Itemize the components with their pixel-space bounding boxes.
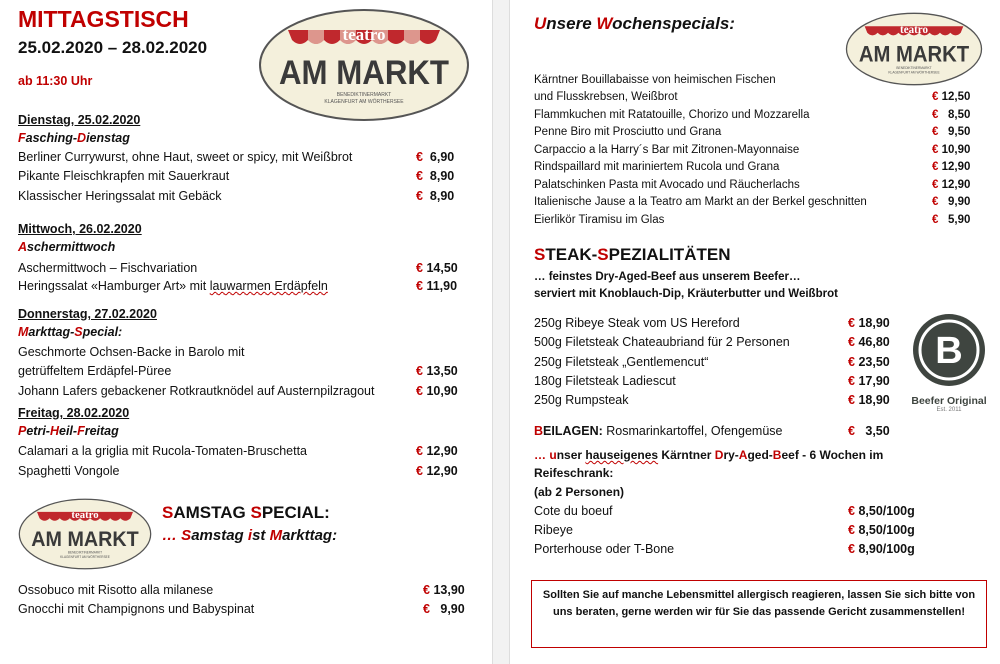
steak-item-name: 500g Filetsteak Chateaubriand für 2 Personen [534,335,790,349]
special-item-name: Kärntner Bouillabaisse von heimischen Fischen [534,74,776,86]
special-item-price: € 12,90 [932,161,971,173]
svg-text:KLAGENFURT AM WÖRTHERSEE: KLAGENFURT AM WÖRTHERSEE [888,70,940,75]
steak-item-name: 250g Filetsteak „Gentlemencut“ [534,355,709,369]
special-item-name: Penne Biro mit Prosciutto und Grana [534,126,722,138]
teatro-logo-graphic [258,8,470,122]
beefer-logo-graphic [906,312,992,388]
dry-aged-note: (ab 2 Personen) [534,485,625,499]
dry-item-name: Ribeye [534,523,573,537]
menu-item-name: Klassischer Heringssalat mit Gebäck [18,189,222,203]
steak-item-name: 250g Rumpsteak [534,393,629,407]
beefer-est: Est. 2011 [936,407,962,413]
sides-price: € 3,50 [848,424,890,438]
steak-item-name: 250g Ribeye Steak vom US Hereford [534,316,740,330]
dry-item-name: Porterhouse oder T-Bone [534,542,675,556]
menu-item-name: Heringssalat «Hamburger Art» mit lauwarmen Erdäpfeln [18,279,328,293]
allergy-notice: Sollten Sie auf manche Lebensmittel allergisch reagieren, lassen Sie sich bitte von uns beraten, gerne werden wir für Sie das passende Gericht zusammenstellen! [531,580,987,648]
beefer-logo [906,312,992,413]
menu-item-price: € 6,90 [416,150,455,164]
dry-aged-title-2: Reifeschrank: [534,466,614,480]
steak-item-price: € 18,90 [848,393,890,407]
menu-item-price: € 12,90 [416,444,458,458]
steak-item-price: € 46,80 [848,335,890,349]
special-item-price: € 12,90 [932,179,971,191]
svg-text:B: B [935,330,963,372]
menu-item-name: Calamari a la griglia mit Rucola-Tomaten-Bruschetta [18,444,308,458]
day-theme-wednesday: Aschermittwoch [18,240,116,254]
teatro-logo-small-graphic [18,498,152,570]
special-item-price: € 12,50 [932,91,971,103]
svg-text:BENEDIKTINERMARKT: BENEDIKTINERMARKT [896,66,932,71]
opening-time: ab 11:30 Uhr [18,74,93,88]
dry-item-name: Cote du boeuf [534,504,613,518]
left-page [0,0,492,664]
svg-text:AM MARKT: AM MARKT [858,41,970,67]
menu-item-name: Ossobuco mit Risotto alla milanese [18,583,214,597]
date-range: 25.02.2020 – 28.02.2020 [18,38,208,57]
teatro-logo-small [18,498,152,570]
special-item-price: € 9,50 [932,126,971,138]
svg-text:BENEDIKTINERMARKT: BENEDIKTINERMARKT [336,92,392,98]
svg-text:teatro: teatro [342,25,386,44]
special-item-name: Italienische Jause a la Teatro am Markt an der Berkel geschnitten [534,196,867,208]
special-item-name: Eierlikör Tiramisu im Glas [534,214,665,226]
day-heading-thursday: Donnerstag, 27.02.2020 [18,307,157,321]
day-theme-friday: Petri-Heil-Freitag [18,424,119,438]
saturday-subtitle: … Samstag ist Markttag: [162,527,338,544]
steak-title: STEAK-SPEZIALITÄTEN [534,245,731,264]
menu-item-name: Geschmorte Ochsen-Backe in Barolo mit [18,345,245,359]
menu-item-price: € 8,90 [416,169,455,183]
page-gutter [492,0,510,664]
sides-line: BEILAGEN: Rosmarinkartoffel, Ofengemüse [534,424,783,438]
day-heading-tuesday: Dienstag, 25.02.2020 [18,113,141,127]
day-theme-tuesday: Fasching-Dienstag [18,131,130,145]
special-item-price: € 8,50 [932,109,971,121]
menu-item-name-cont: getrüffeltem Erdäpfel-Püree [18,364,172,378]
special-item-name: Flammkuchen mit Ratatouille, Chorizo und Mozzarella [534,109,810,121]
steak-subtitle: … feinstes Dry-Aged-Beef aus unserem Beefer… [534,271,801,283]
day-heading-friday: Freitag, 28.02.2020 [18,406,130,420]
menu-item-price: € 10,90 [416,384,458,398]
menu-item-price: € 8,90 [416,189,455,203]
menu-item-price: € 13,90 [423,583,465,597]
menu-item-price: € 13,50 [416,364,458,378]
svg-text:AM MARKT: AM MARKT [31,527,139,551]
menu-item-price: € 11,90 [416,279,458,293]
steak-item-price: € 17,90 [848,374,890,388]
steak-item-name: 180g Filetsteak Ladiescut [534,374,676,388]
menu-item-name: Berliner Currywurst, ohne Haut, sweet or spicy, mit Weißbrot [18,150,353,164]
teatro-logo-right [844,12,984,86]
special-item-price: € 9,90 [932,196,971,208]
menu-item-price: € 14,50 [416,261,458,275]
menu-item-name: Pikante Fleischkrapfen mit Sauerkraut [18,169,230,183]
steak-item-price: € 18,90 [848,316,890,330]
svg-text:AM MARKT: AM MARKT [279,54,450,92]
day-theme-thursday: Markttag-Special: [18,325,123,339]
teatro-logo [258,8,470,122]
special-item-price: € 5,90 [932,214,971,226]
dry-item-price: € 8,50/100g [848,523,915,537]
menu-item-price: € 12,90 [416,464,458,478]
special-item-name-cont: und Flusskrebsen, Weißbrot [534,91,678,103]
beefer-name: Beefer Original [911,395,987,407]
special-item-price: € 10,90 [932,144,971,156]
steak-subtitle-2: serviert mit Knoblauch-Dip, Kräuterbutter und Weißbrot [534,288,838,300]
teatro-logo-right-graphic [844,12,984,86]
menu-item-name: Spaghetti Vongole [18,464,120,478]
saturday-title: SAMSTAG SPECIAL: [162,503,330,522]
svg-text:teatro: teatro [900,23,928,36]
menu-title: MITTAGSTISCH [18,6,189,32]
special-item-name: Rindspaillard mit mariniertem Rucola und Grana [534,161,780,173]
right-page [510,0,1000,664]
svg-text:BENEDIKTINERMARKT: BENEDIKTINERMARKT [67,550,103,555]
dry-aged-title: … unser hauseigenes Kärntner Dry-Aged-Beef - 6 Wochen im [534,448,884,462]
svg-text:KLAGENFURT AM WÖRTHERSEE: KLAGENFURT AM WÖRTHERSEE [60,555,110,559]
special-item-name: Carpaccio a la Harry´s Bar mit Zitronen-Mayonnaise [534,144,800,156]
menu-item-name: Aschermittwoch – Fischvariation [18,261,198,275]
specials-title: Unsere Wochenspecials: [534,14,735,33]
dry-item-price: € 8,90/100g [848,542,915,556]
svg-text:KLAGENFURT AM WÖRTHERSEE: KLAGENFURT AM WÖRTHERSEE [324,99,404,105]
dry-item-price: € 8,50/100g [848,504,915,518]
svg-text:teatro: teatro [71,509,99,522]
special-item-name: Palatschinken Pasta mit Avocado und Räucherlachs [534,179,800,191]
menu-item-name: Johann Lafers gebackener Rotkrautknödel auf Austernpilzragout [18,384,375,398]
menu-item-price: € 9,90 [423,602,465,616]
day-heading-wednesday: Mittwoch, 26.02.2020 [18,222,142,236]
steak-item-price: € 23,50 [848,355,890,369]
menu-item-name: Gnocchi mit Champignons und Babyspinat [18,602,255,616]
